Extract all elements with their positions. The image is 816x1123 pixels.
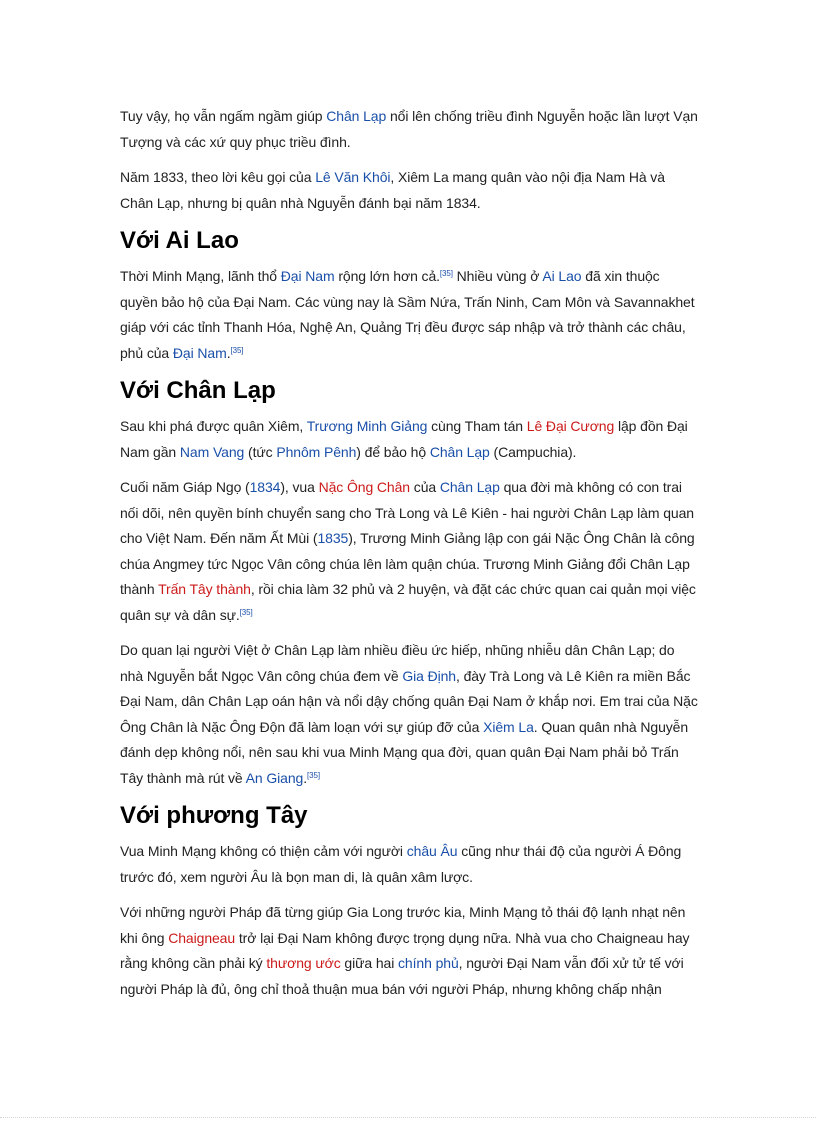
link-gia-dinh[interactable]: Gia Định — [402, 667, 456, 684]
page-bottom-divider — [0, 1117, 816, 1118]
text-run: Năm 1833, theo lời kêu gọi của — [120, 169, 316, 185]
link-chan-lap[interactable]: Chân Lạp — [429, 443, 490, 460]
text-run: ), vua — [280, 479, 319, 495]
article-body — [120, 104, 700, 1012]
text-run: rộng lớn hơn cả. — [334, 268, 440, 284]
link-ai-lao[interactable]: Ai Lao — [542, 268, 582, 284]
reference-link[interactable]: [35] — [439, 269, 453, 278]
link-chau-au[interactable]: châu Âu — [406, 843, 458, 859]
link-nam-vang[interactable]: Nam Vang — [179, 443, 245, 460]
text-run: ) để bảo hộ — [356, 443, 430, 460]
paragraph — [120, 104, 700, 155]
link-dai-nam[interactable]: Đại Nam — [280, 268, 335, 284]
link-1835[interactable]: 1835 — [317, 530, 349, 546]
text-run: , đày Trà Long và Lê Kiên ra miền Bắc Đại Nam, dân Chân Lạp oán hận và nổi dậy chống quân Đại Nam ở khắp nơi. Em trai của Nặc Ông Chân là Nặc Ông Độn đã làm loạn với sự giúp đỡ của — [120, 667, 698, 735]
text-run: Sau khi phá được quân Xiêm, — [120, 418, 307, 434]
link-tran-tay-thanh[interactable]: Trấn Tây thành — [158, 581, 251, 597]
text-run: . — [303, 769, 307, 786]
link-chan-lap[interactable]: Chân Lạp — [439, 479, 500, 495]
text-run: ), Trương Minh Giảng lập con gái Nặc Ông Chân là công chúa Angmey tức Ngọc Vân công chúa lên làm quận chúa. Trương Minh Giảng đổi Chân Lạp thành — [120, 530, 695, 597]
link-an-giang[interactable]: An Giang — [245, 769, 304, 786]
text-run: Tuy vậy, họ vẫn ngấm ngầm giúp — [120, 108, 327, 124]
text-run: nổi lên chống triều đình Nguyễn hoặc lần lượt Vạn Tượng và các xứ quy phục triều đình. — [120, 108, 698, 150]
text-run: Nhiều vùng ở — [452, 268, 543, 284]
paragraph — [120, 165, 700, 216]
link-chinh-phu[interactable]: chính phủ — [398, 955, 459, 971]
text-run: Thời Minh Mạng, lãnh thổ — [120, 268, 281, 284]
link-truong-minh-giang[interactable]: Trương Minh Giảng — [306, 418, 428, 434]
text-run: . — [226, 344, 231, 361]
link-xiem-la[interactable]: Xiêm La — [483, 718, 534, 735]
link-1834[interactable]: 1834 — [249, 479, 281, 495]
text-run: (Campuchia). — [489, 443, 577, 460]
link-chaigneau[interactable]: Chaigneau — [168, 929, 236, 946]
paragraph — [120, 264, 700, 366]
reference-link[interactable]: [35] — [230, 345, 244, 355]
text-run: lập đồn Đại Nam gần — [120, 418, 688, 460]
reference-link[interactable]: [35] — [239, 607, 253, 617]
link-nac-ong-chan[interactable]: Nặc Ông Chân — [318, 479, 410, 495]
text-run: Cuối năm Giáp Ngọ ( — [120, 479, 250, 495]
text-run: Vua Minh Mạng không có thiện cảm với người — [120, 843, 407, 859]
text-run: qua đời mà không có con trai nối dõi, nên quyền bính chuyển sang cho Trà Long và Lê Kiên - hai người Chân Lạp làm quan cho Việt Nam. Đến năm Ất Mùi ( — [120, 479, 694, 546]
text-run: giữa hai — [340, 955, 399, 971]
link-chan-lap[interactable]: Chân Lạp — [326, 108, 387, 124]
link-le-van-khoi[interactable]: Lê Văn Khôi — [315, 169, 391, 185]
link-thuong-uoc[interactable]: thương ước — [266, 955, 341, 971]
section-heading-phuong-tay: Với phương Tây — [120, 802, 308, 829]
text-run: . Quan quân nhà Nguyễn đánh dẹp không nổi, nên sau khi vua Minh Mạng qua đời, quan quân Đại Nam phải bỏ Trấn Tây thành mà rút về — [120, 718, 689, 786]
paragraph — [120, 414, 700, 465]
paragraph — [120, 475, 700, 628]
text-run: (tức — [244, 443, 277, 460]
text-run: , người Đại Nam vẫn đối xử tử tế với người Pháp là đủ, ông chỉ thoả thuận mua bán với người Pháp, nhưng không chấp nhận — [120, 955, 684, 997]
text-run: , Xiêm La mang quân vào nội địa Nam Hà và Chân Lạp, nhưng bị quân nhà Nguyễn đánh bại năm 1834. — [120, 169, 665, 211]
text-run: của — [410, 479, 440, 495]
paragraph — [120, 839, 700, 890]
link-dai-nam[interactable]: Đại Nam — [172, 344, 227, 361]
text-run: đã xin thuộc quyền bảo hộ của Đại Nam. Các vùng nay là Sầm Nứa, Trấn Ninh, Cam Môn và Savannakhet giáp với các tỉnh Thanh Hóa, Nghệ An, Quảng Trị đều được sáp nhập và trở thành các châu, phủ của — [120, 268, 695, 361]
paragraph — [120, 638, 700, 791]
text-run: cùng Tham tán — [427, 418, 527, 434]
link-le-dai-cuong[interactable]: Lê Đại Cương — [526, 418, 615, 434]
text-run: , rồi chia làm 32 phủ và 2 huyện, và đặt các chức quan cai quản mọi việc quân sự và dân sự. — [120, 581, 696, 623]
reference-link[interactable]: [35] — [307, 770, 320, 780]
link-phnom-penh[interactable]: Phnôm Pênh — [276, 443, 357, 460]
section-heading-chan-lap: Với Chân Lạp — [120, 377, 276, 404]
text-run: cũng như thái độ của người Á Đông trước đó, xem người Âu là bọn man di, là quân xâm lược. — [120, 843, 682, 885]
text-run: Với những người Pháp đã từng giúp Gia Long trước kia, Minh Mạng tỏ thái độ lạnh nhạt nên khi ông — [120, 904, 686, 946]
section-heading-ai-lao: Với Ai Lao — [120, 227, 239, 254]
text-run: trở lại Đại Nam không được trọng dụng nữa. Nhà vua cho Chaigneau hay rằng không cần phải ký — [120, 929, 690, 971]
paragraph — [120, 900, 700, 1002]
text-run: Do quan lại người Việt ở Chân Lạp làm nhiều điều ức hiếp, nhũng nhiễu dân Chân Lạp; do nhà Nguyễn bắt Ngọc Vân công chúa đem về — [120, 642, 675, 684]
